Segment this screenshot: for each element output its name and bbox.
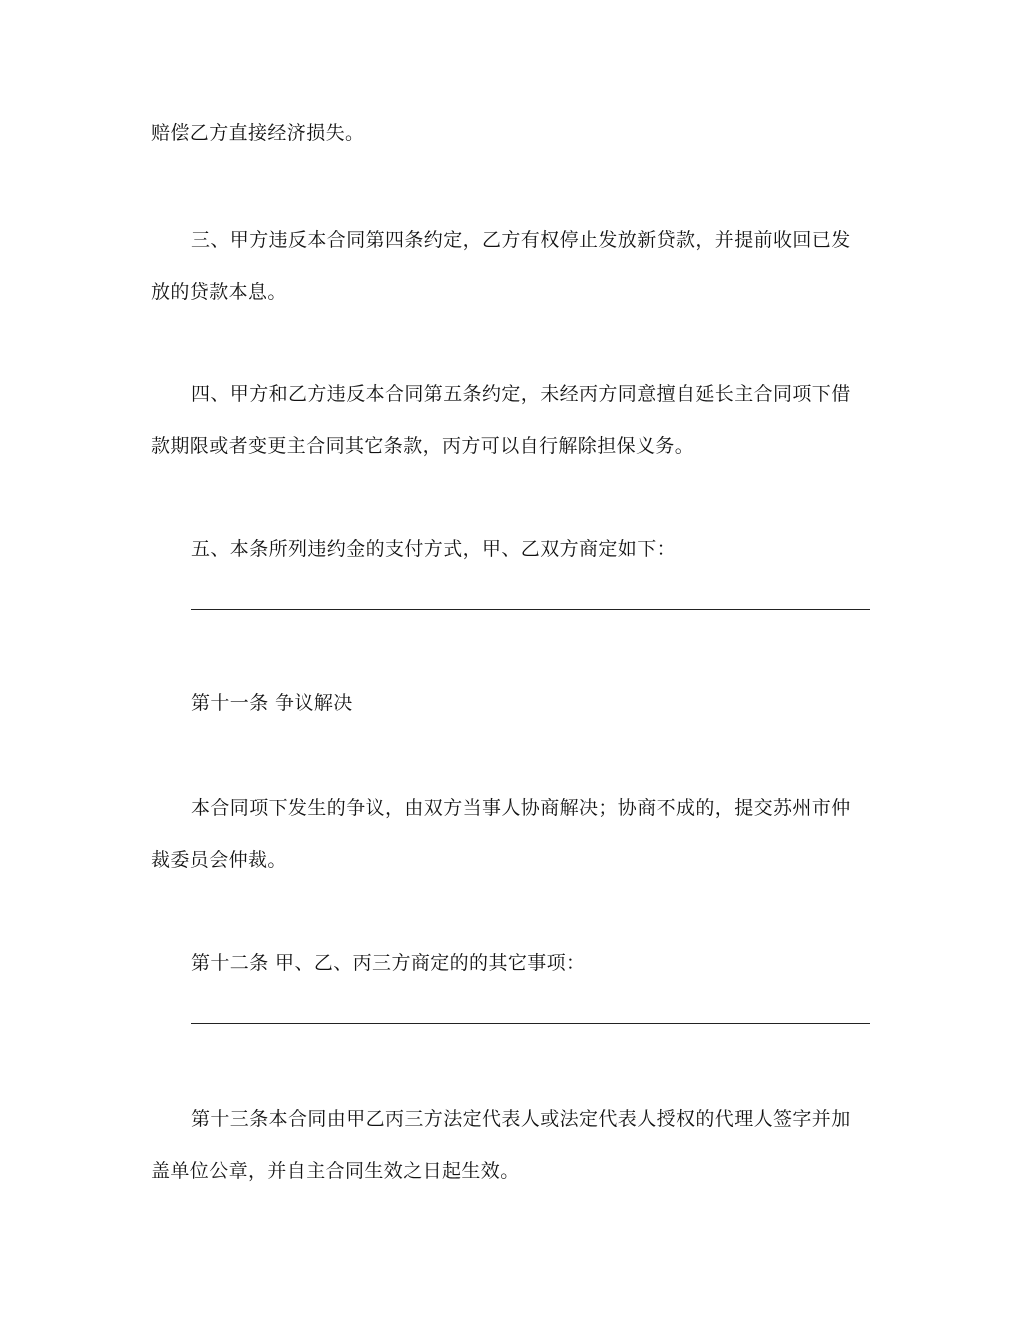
paragraph-line: 四、甲方和乙方违反本合同第五条约定，未经丙方同意擅自延长主合同项下借 <box>191 383 851 405</box>
paragraph-line: 放的贷款本息。 <box>151 281 287 303</box>
paragraph-line: 三、甲方违反本合同第四条约定，乙方有权停止发放新贷款，并提前收回已发 <box>191 229 851 251</box>
paragraph-line: 裁委员会仲裁。 <box>151 849 287 871</box>
section-heading: 第十二条 甲、乙、丙三方商定的的其它事项： <box>191 952 586 974</box>
paragraph-line: 本合同项下发生的争议，由双方当事人协商解决；协商不成的，提交苏州市仲 <box>191 797 851 819</box>
blank-fill-line <box>191 1023 870 1024</box>
blank-fill-line <box>191 609 870 610</box>
section-heading: 第十一条 争议解决 <box>191 692 353 714</box>
paragraph-line: 五、本条所列违约金的支付方式，甲、乙双方商定如下： <box>191 538 677 560</box>
paragraph-line: 盖单位公章，并自主合同生效之日起生效。 <box>151 1160 520 1182</box>
paragraph-line: 款期限或者变更主合同其它条款，丙方可以自行解除担保义务。 <box>151 435 695 457</box>
paragraph-line: 赔偿乙方直接经济损失。 <box>151 122 365 144</box>
paragraph-line: 第十三条本合同由甲乙丙三方法定代表人或法定代表人授权的代理人签字并加 <box>191 1108 851 1130</box>
